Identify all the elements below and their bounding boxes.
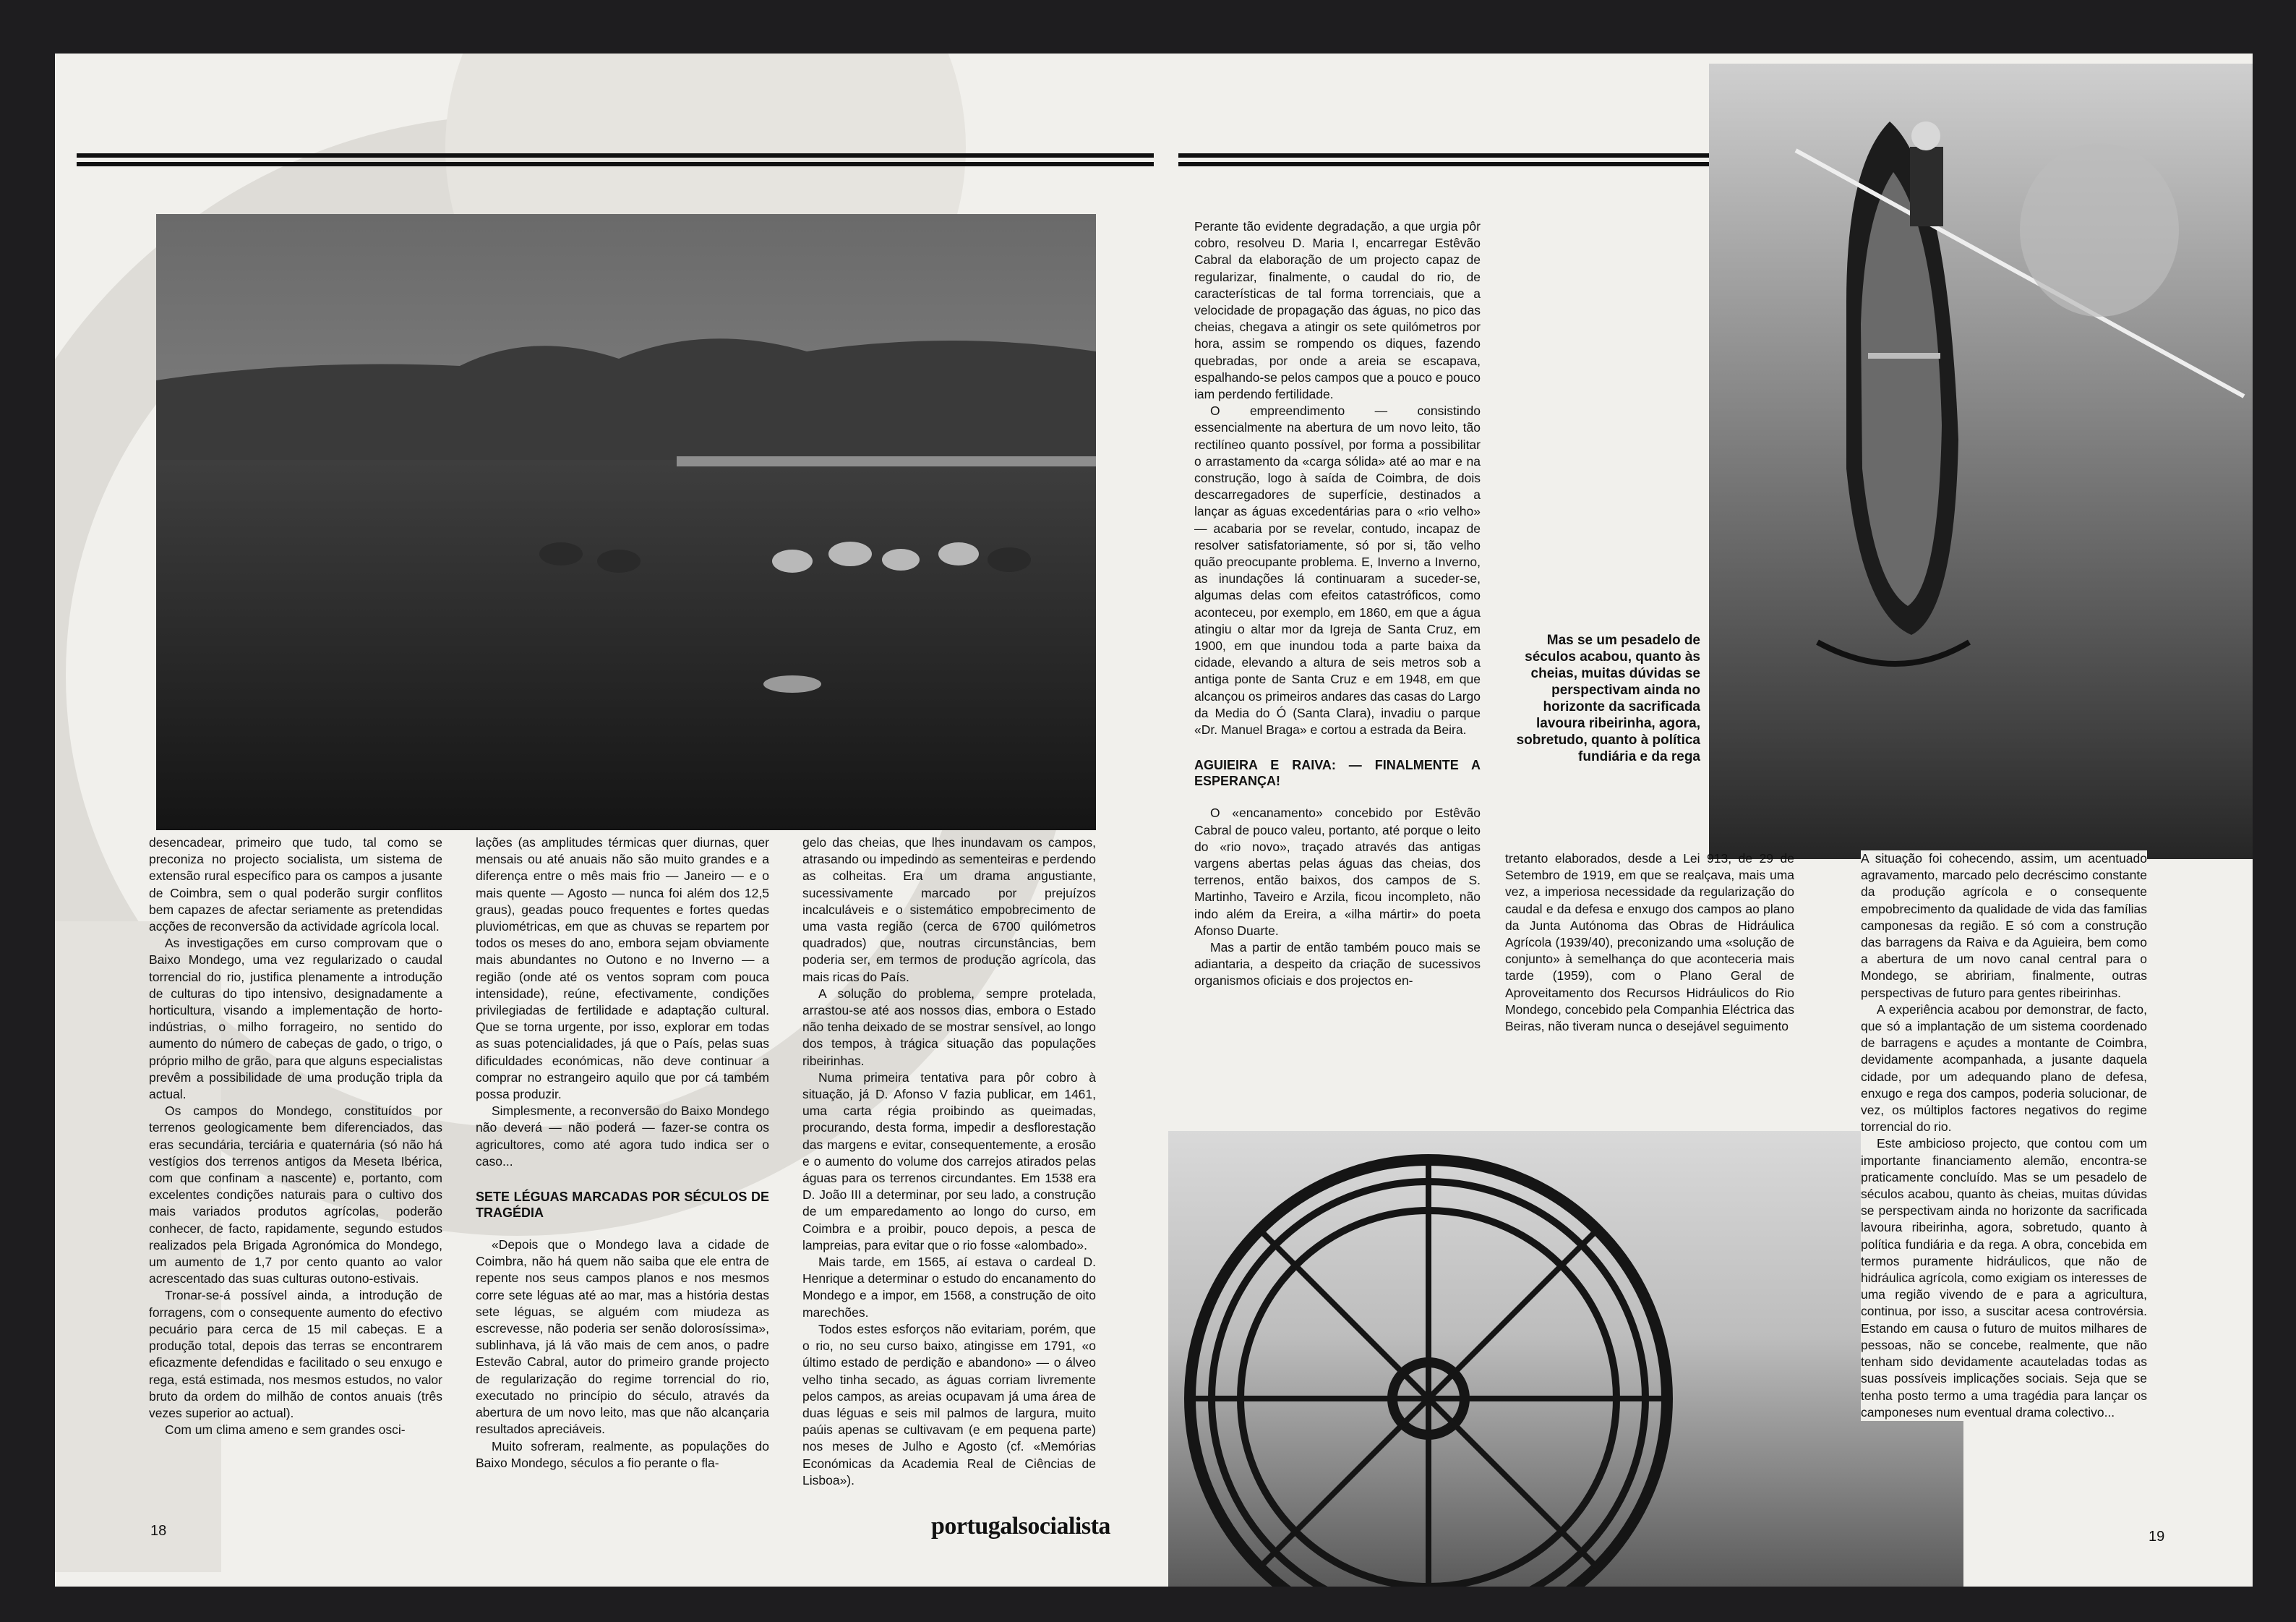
paragraph: O empreendimento — consistindo essencialmente na abertura de um novo leito, tão rectilíneo quanto possível, por forma a possibilitar o arrastamento da «carga sólida» até ao mar e na construção, logo à saída de Coimbra, de dois descarregadores de superfície, destinados a lançar as águas excedentárias para o «rio velho» — acabaria por se revelar, contudo, incapaz de resolver satisfatoriamente, só por si, tão velho quão preocupante problema. E, Inverno a Inverno, as inundações lá continuaram a suceder-se, algumas delas com efeitos catastróficos, como aconteceu, por exemplo, em 1860, em que a água atingiu o altar mor da Igreja de Santa Cruz, em 1900, em que inundou toda a parte baixa da cidade, elevando a altura de seis metros sob a antiga ponte de Santa Cruz e em 1948, em que alcançou os primeiros andares das casas do Largo da Media do Ó (Santa Clara), invadiu o parque «Dr. Manuel Braga» e cortou a estrada da Beira.	[1194, 404, 1481, 738]
publication-wordmark: portugalsocialista	[931, 1513, 1110, 1540]
paragraph: Os campos do Mondego, constituídos por terrenos geologicamente bem diferenciados, das eras secundária, terciária e quaternária (só não há vestígios dos terrenos antigos da Meseta Ibérica, com que confinam a nascente) e, portanto, com excelentes condições naturais para o cultivo dos mais variados produtos agrícolas, poderão conhecer, de facto, rapidamente, segundo estudos realizados pela Brigada Agronómica do Mondego, um aumento de 1,7 por cento quanto ao valor acrescentado das suas culturas outono-estivais.	[149, 1104, 442, 1286]
page-number: 19	[2149, 1529, 2165, 1545]
paragraph: Mais tarde, em 1565, aí estava o cardeal D. Henrique a determinar o estudo do encanamento do Mondego e a impor, em 1568, a construção de oito marechões.	[802, 1255, 1096, 1320]
header-rule-top	[77, 153, 1154, 158]
left-column-2	[476, 835, 769, 1472]
paragraph: O «encanamento» concebido por Estêvão Cabral de pouco valeu, portanto, até porque o leito do «rio novo», traçado através das antigas vargens abertas pelas águas das cheias, dos terrenos, então baixos, dos campos de S. Martinho, Taveiro e Arzila, ficou incompleto, não indo além da Ereira, a «ilha mártir» do poeta Afonso Duarte.	[1194, 806, 1481, 938]
paragraph: Numa primeira tentativa para pôr cobro à situação, já D. Afonso V fazia publicar, em 1461, uma carta régia proibindo as queimadas, procurando, desta forma, impedir a desflorestação das margens e evitar, consequentemente, a erosão e o aumento do volume dos carrejos atirados pelas águas para os terrenos circundantes. Em 1538 era D. João III a determinar, por seu lado, a construção de um emparedamento ao longo do curso, em Coimbra e a proibir, pouco depois, a pesca de lampreias, para evitar que o rio fosse «alombado».	[802, 1070, 1096, 1252]
paragraph: Simplesmente, a reconversão do Baixo Mondego não deverá — não poderá — fazer-se contra os agricultores, como até agora tudo indica ser o caso...	[476, 1104, 769, 1169]
paragraph: Muito sofreram, realmente, as populações do Baixo Mondego, séculos a fio perante o fla-	[476, 1438, 769, 1470]
header-rule-bottom	[77, 162, 1154, 166]
left-column-1	[149, 835, 442, 1438]
pull-quote: Mas se um pesadelo de séculos acabou, quanto às cheias, muitas dúvidas se perspectivam ainda no horizonte da sacrificada lavoura ribeirinha, agora, sobretudo, quanto à política fundiária e da rega	[1516, 633, 1700, 764]
section-heading: AGUIEIRA E RAIVA: — FINALMENTE A ESPERANÇA!	[1194, 758, 1481, 789]
paragraph: gelo das cheias, que lhes inundavam os campos, atrasando ou impedindo as sementeiras e perdendo as colheitas. Era um drama angustiante, sucessivamente marcado por prejuízos incalculáveis e o sistemático empobrecimento de uma vasta região (cerca de 6700 quilómetros quadrados) que, noutras circunstâncias, bem poderia ser, em termos de produção agrícola, das mais ricas do País.	[802, 835, 1096, 984]
paragraph: Todos estes esforços não evitariam, porém, que o rio, no seu curso baixo, atingisse em 1791, «o último estado de perdição e abandono» — o álveo velho tinha secado, as águas corriam livremente pelos campos, as areias ocupavam já uma área de duas léguas e seis mil palmos de largura, muito paúis apenas se cultivavam (e em pequena parte) nos meses de Julho e Agosto (cf. «Memórias Económicas da Academia Real de Ciências de Lisboa»).	[802, 1321, 1096, 1487]
header-rule-top	[1178, 153, 1728, 158]
paragraph: A solução do problema, sempre protelada, arrastou-se até aos nossos dias, embora o Estado não tenha deixado de se mostrar sensível, ao longo dos tempos, à trágica situação das populações ribeirinhas.	[802, 986, 1096, 1068]
horses-field-photo	[156, 214, 1096, 830]
paragraph: tretanto elaborados, desde a Lei 913, de 29 de Setembro de 1919, em que se realçava, mais uma vez, a imperiosa necessidade da regularização do caudal e da defesa e enxugo dos campos ao plano da Junta Autónoma das Obras de Hidráulica Agrícola (1939/40), preconizando uma «solução de conjunto» à semelhança do que aconteceria mais tarde (1959), com o Plano Geral de Aproveitamento dos Recursos Hidráulicos do Rio Mondego, concebido pela Companhia Eléctrica das Beiras, não tiveram nunca o desejável seguimento	[1505, 851, 1794, 1034]
paragraph: «Depois que o Mondego lava a cidade de Coimbra, não há quem não saiba que ele entra de repente nos seus campos planos e nos mesmos corre sete léguas até ao mar, mas a história destas sete léguas, se alguém com miudeza as escrevesse, não poderia ser senão dolorosíssima», sublinhava, já lá vão mais de cem anos, o padre Estevão Cabral, autor do primeiro grande projecto de regularização do regime torrencial do rio, executado no princípio do século, através da abertura de um novo leito, mas que não alcançaria resultados apreciáveis.	[476, 1237, 769, 1437]
paragraph: Com um clima ameno e sem grandes osci-	[165, 1422, 406, 1438]
section-heading: SETE LÉGUAS MARCADAS POR SÉCULOS DE TRAGÉDIA	[476, 1190, 769, 1221]
irrigation-wheel-photo	[1168, 1131, 1963, 1587]
paragraph: A experiência acabou por demonstrar, de facto, que só a implantação de um sistema coordenado de barragens e açudes a montante de Coimbra, devidamente acompanhada, a jusante daquela cidade, por um adequando plano de defesa, enxugo e rega dos campos, poderia solucionar, de vez, os múltiplos factores negativos do regime torrencial do rio.	[1861, 1002, 2147, 1135]
right-page	[1168, 54, 2253, 1587]
paragraph: Perante tão evidente degradação, a que urgia pôr cobro, resolveu D. Maria I, encarregar Estêvão Cabral da elaboração de um projecto capaz de regularizar, finalmente, o caudal do rio, de características de tal forma torrenciais, que a velocidade de propagação das águas, no pico das cheias, chegava a atingir os sete quilómetros por hora, assim se rompendo os diques, fazendo quebradas, por onde a areia se escapava, espalhando-se pelos campos que a pouco e pouco iam perdendo fertilidade.	[1194, 219, 1481, 402]
paragraph: desencadear, primeiro que tudo, tal como se preconiza no projecto socialista, um sistema de extensão rural específico para os campos a jusante de Coimbra, sem o qual poderão surgir conflitos bem capazes de afectar seriamente as pretendidas acções de reconversão da actividade agrícola local.	[149, 835, 442, 934]
header-rule-bottom	[1178, 162, 1728, 166]
left-page	[55, 54, 1168, 1587]
paragraph: Este ambicioso projecto, que contou com um importante financiamento alemão, encontra-se praticamente concluído. Mas se um pesadelo de séculos acabou, quanto às cheias, muitas dúvidas se perspectivam ainda no horizonte da sacrificada lavoura ribeirinha, agora, sobretudo, quanto à política fundiária e da rega. A obra, concebida em termos puramente hidráulicos, que não de hidráulica agrícola, como exigiam os interesses de uma região vivendo de e para a agricultura, continua, por isso, a suscitar acesa controvérsia. Estando em causa o futuro de muitos milhares de pessoas, não se concebe, realmente, que não tenham sido devidamente acauteladas todas as suas possíveis implicações sociais. Seja que se tenha posto termo a uma tragédia para lançar os camponeses num eventual drama colectivo...	[1861, 1136, 2147, 1420]
paragraph: Mas a partir de então também pouco mais se adiantaria, a despeito da criação de sucessivos organismos oficiais e dos projectos en-	[1194, 939, 1481, 989]
page-number: 18	[150, 1523, 167, 1539]
right-column-1	[1194, 218, 1481, 990]
left-column-3	[802, 835, 1096, 1489]
paragraph: As investigações em curso comprovam que o Baixo Mondego, uma vez regularizado o caudal torrencial do rio, justifica plenamente a introdução de culturas do tipo intensivo, designadamente a horticultura, visando a implementação de horto-indústrias, o milho forrageiro, no sentido do aumento do número de cabeças de gado, o trigo, o próprio milho de grão, para que alguns especialistas prevêm a possibilidade de uma produção tripla da actual.	[149, 936, 442, 1102]
boatman-river-photo	[1709, 64, 2253, 859]
paragraph: A situação foi cohecendo, assim, um acentuado agravamento, marcado pelo decréscimo constante da produção agrícola e o consequente empobrecimento da qualidade de vida das famílias camponesas da região. E só com a construção das barragens da Raiva e da Aguieira, bem como a abertura de um novo canal central para o Mondego, se abririam, finalmente, outras perspectivas de futuro para gentes ribeirinhas.	[1861, 851, 2147, 1000]
right-column-2	[1505, 850, 1794, 1035]
right-column-3	[1861, 850, 2147, 1421]
paragraph: lações (as amplitudes térmicas quer diurnas, quer mensais ou até anuais não são muito grandes e a diferença entre o mês mais frio — Janeiro — e o mais quente — Agosto — nunca foi além dos 12,5 graus), geadas pouco frequentes e fortes quedas pluviométricas, em que as chuvas se repartem por todos os meses do ano, embora sejam obviamente mais abundantes no Outono e no Inverno — a região (onde até os ventos sopram com pouca intensidade), reúne, efectivamente, condições privilegiadas de fertilidade e adaptação cultural. Que se torna urgente, por isso, explorar em todas as suas potencialidades, já que o País, pelas suas dificuldades económicas, não deve continuar a comprar no estrangeiro aquilo que por cá também possa produzir.	[476, 835, 769, 1102]
paragraph: Tronar-se-á possível ainda, a introdução de forragens, com o consequente aumento do efectivo pecuário para cerca de 15 mil cabeças. E a produção total, depois das terras se encontrarem eficazmente defendidas e facilitado o seu enxugo e rega, está estimada, nos mesmos estudos, no valor bruto da ordem do milhão de contos anuais (três vezes superior ao actual).	[149, 1288, 442, 1420]
